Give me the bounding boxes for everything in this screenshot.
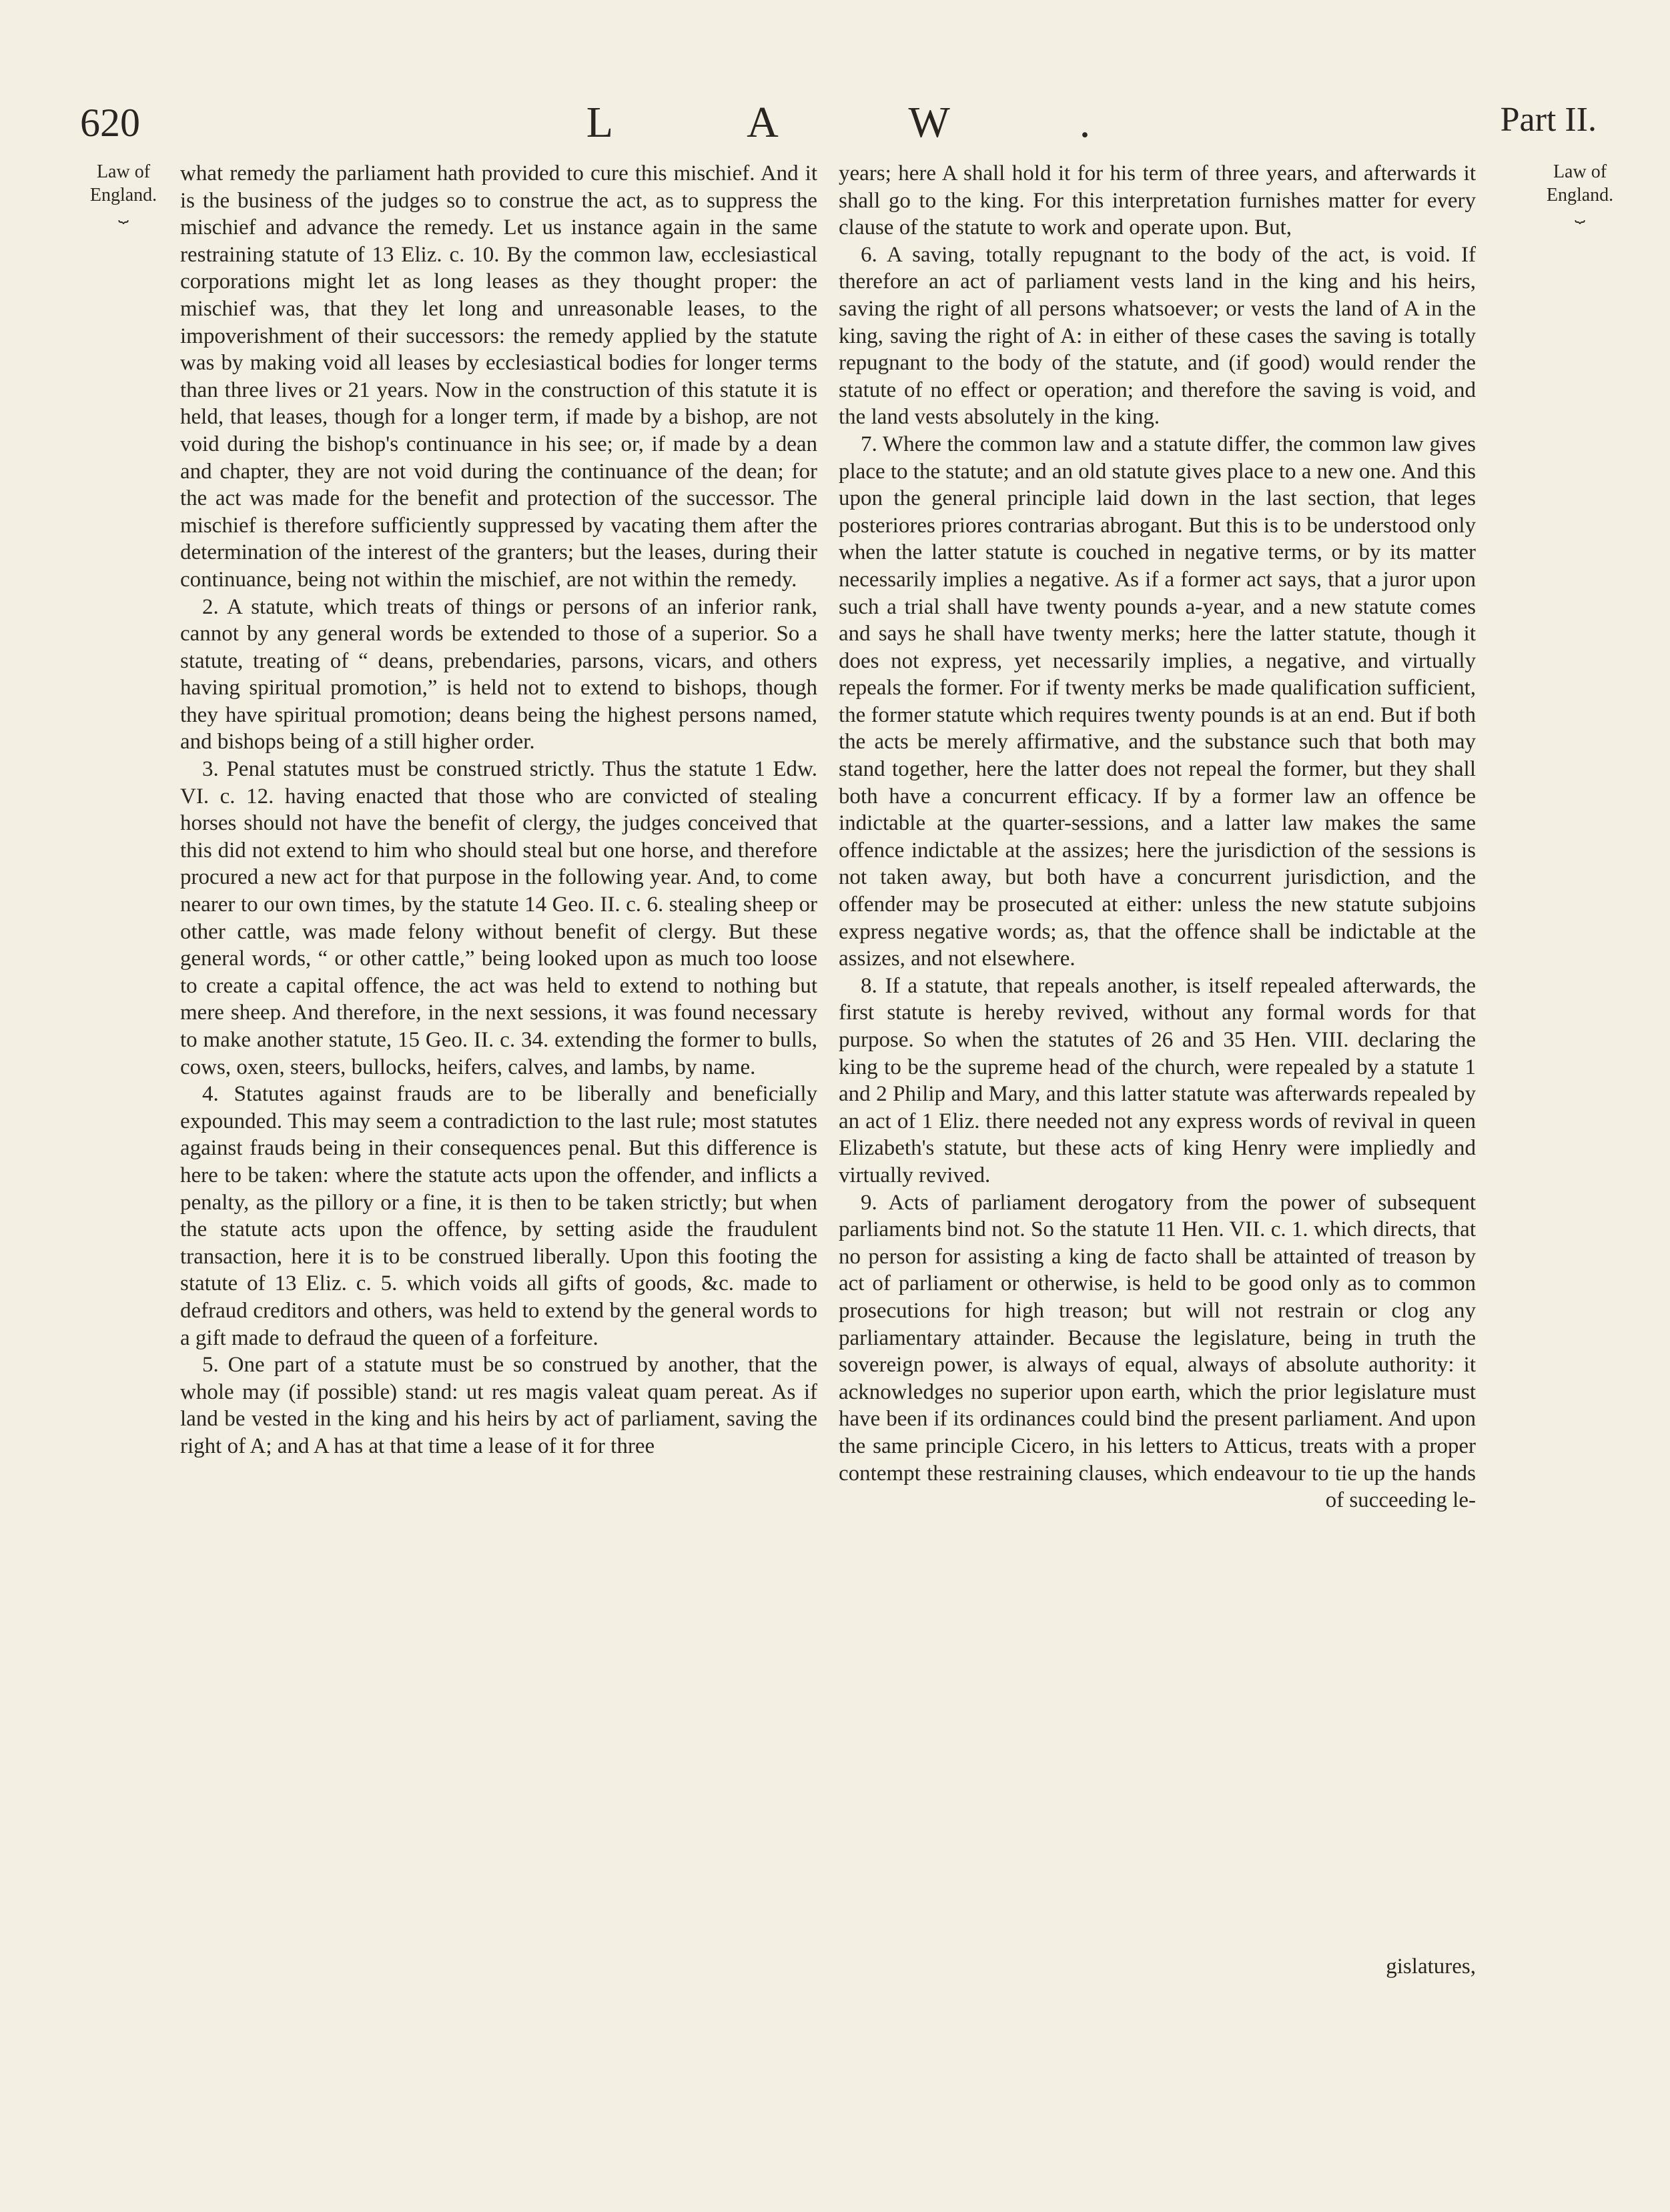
catchword: gislatures, bbox=[1386, 1955, 1476, 1979]
paragraph: 6. A saving, totally repugnant to the body of the act, is void. If therefore an act of parliament vests land in the king and his heirs, saving the right of all persons whatsoever; or vests the land of A in the king, saving the right of A: in either of these cases the saving is totally repugnant to the body of the statute, and (if good) would render the statute of no effect or operation; and therefore the saving is void, and the land vests absolutely in the king. bbox=[839, 242, 1476, 430]
paragraph: 8. If a statute, that repeals another, is itself repealed afterwards, the first statute is hereby revived, without any formal words for that purpose. So when the statutes of 26 and 35 Hen. VIII. declaring the king to be the supreme head of the church, were repealed by a statute 1 and 2 Philip and Mary, and this latter statute was afterwards repealed by an act of 1 Eliz. there needed not any express words of revival in queen Elizabeth's statute, but these acts of king Henry were impliedly and virtually revived. bbox=[839, 973, 1476, 1187]
margin-note-right bbox=[1530, 160, 1630, 221]
left-text-column bbox=[180, 160, 817, 1460]
paragraph: 4. Statutes against frauds are to be liberally and beneficially expounded. This may seem a contradiction to the last rule; most statutes against frauds being in their consequences penal. But this difference is here to be taken: where the statute acts upon the offender, and inflicts a penalty, as the pillory or a fine, it is then to be taken strictly; but when the statute acts upon the offence, by setting aside the fraudulent transaction, here it is to be construed liberally. Upon this footing the statute of 13 Eliz. c. 5. which voids all gifts of goods, &c. made to defraud creditors and others, was held to extend by the general words to a gift made to defraud the queen of a forfeiture. bbox=[180, 1082, 817, 1350]
paragraph: 5. One part of a statute must be so construed by another, that the whole may (if possible) stand: ut res magis valeat quam pereat. As if land be vested in the king and his heirs by act of parliament, saving the right of A; and A has at that time a lease of it for three bbox=[180, 1353, 817, 1458]
margin-note-line: England. bbox=[1546, 185, 1614, 205]
margin-note-left bbox=[73, 160, 173, 221]
paragraph: 2. A statute, which treats of things or persons of an inferior rank, cannot by any general words be extended to those of a superior. So a statute, treating of “ deans, prebendaries, parsons, vicars, and others having spiritual promotion,” is held not to extend to bishops, though they have spiritual promotion; deans being the highest persons named, and bishops being of a still higher order. bbox=[180, 594, 817, 754]
page-number: 620 bbox=[80, 101, 140, 145]
paragraph: 7. Where the common law and a statute differ, the common law gives place to the statute; and an old statute gives place to a new one. And this upon the general principle laid down in the last section, that leges posteriores priores contrarias abrogant. But this is to be understood only when the latter statute is couched in negative terms, or by its matter necessarily implies a negative. As if a former act says, that a juror upon such a trial shall have twenty pounds a-year, and a new statute comes and says he shall have twenty merks; here the latter statute, though it does not express, yet necessarily implies, a negative, and virtually repeals the former. For if twenty merks be made qualification sufficient, the former statute which requires twenty pounds is at an end. But if both the acts be merely affirmative, and the substance such that both may stand together, here the latter does not repeal the former, but they shall both have a concurrent efficacy. If by a former law an offence be indictable at the quarter-sessions, and a latter law makes the same offence indictable at the assizes; here the jurisdiction of the sessions is not taken away, but both have a concurrent jurisdiction, and the offender may be prosecuted at either: unless the new statute subjoins express negative words; as, that the offence shall be indictable at the assizes, and not elsewhere. bbox=[839, 432, 1476, 971]
right-text-column bbox=[839, 160, 1476, 1514]
margin-note-line: Law of bbox=[1553, 161, 1607, 182]
part-label: Part II. bbox=[1500, 101, 1597, 139]
paragraph: 9. Acts of parliament derogatory from the power of subsequent parliaments bind not. So the statute 11 Hen. VII. c. 1. which directs, that no person for assisting a king de facto shall be attainted of treason by act of parliament or otherwise, is held to be good only as to common prosecutions for high treason; but will not restrain or clog any parliamentary attainder. Because the legislature, being in truth the sovereign power, is always of equal, always of absolute authority: it acknowledges no superior upon earth, which the prior legislature must have been if its ordinances could bind the present parliament. And upon the same principle Cicero, in his letters to Atticus, treats with a proper contempt these restraining clauses, which endeavour to tie up the hands of succeeding le- bbox=[839, 1190, 1476, 1513]
paragraph: years; here A shall hold it for his term of three years, and afterwards it shall go to the king. For this interpretation furnishes matter for every clause of the statute to work and operate upon. But, bbox=[839, 161, 1476, 240]
paragraph: what remedy the parliament hath provided to cure this mischief. And it is the business of the judges so to construe the act, as to suppress the mischief and advance the remedy. Let us instance again in the same restraining statute of 13 Eliz. c. 10. By the common law, ecclesiastical corporations might let as long leases as they thought proper: the mischief was, that they let long and unreasonable leases, to the impoverishment of their successors: the remedy applied by the statute was by making void all leases by ecclesiastical bodies for longer terms than three lives or 21 years. Now in the construction of this statute it is held, that leases, though for a longer term, if made by a bishop, are not void during the bishop's continuance in his see; or, if made by a dean and chapter, they are not void during the continuance of the dean; for the act was made for the benefit and protection of the successor. The mischief is therefore sufficiently suppressed by vacating them after the determination of the interest of the granters; but the leases, during their continuance, being not within the mischief, are not within the remedy. bbox=[180, 161, 817, 592]
paragraph: 3. Penal statutes must be construed strictly. Thus the statute 1 Edw. VI. c. 12. having enacted that those who are convicted of stealing horses should not have the benefit of clergy, the judges conceived that this did not extend to him who should steal but one horse, and therefore procured a new act for that purpose in the following year. And, to come nearer to our own times, by the statute 14 Geo. II. c. 6. stealing sheep or other cattle, was made felony without benefit of clergy. But these general words, “ or other cattle,” being looked upon as much too loose to create a capital offence, the act was held to extend to nothing but mere sheep. And therefore, in the next sessions, it was found necessary to make another statute, 15 Geo. II. c. 34. extending the former to bulls, cows, oxen, steers, bullocks, heifers, calves, and lambs, by name. bbox=[180, 757, 817, 1079]
running-title: LAW. bbox=[586, 98, 1224, 147]
flourish-ornament: ⏟ bbox=[1575, 203, 1585, 223]
page-header bbox=[80, 100, 1597, 160]
flourish-ornament: ⏟ bbox=[118, 203, 129, 223]
margin-note-line: Law of bbox=[96, 161, 151, 182]
margin-note-line: England. bbox=[89, 185, 157, 205]
